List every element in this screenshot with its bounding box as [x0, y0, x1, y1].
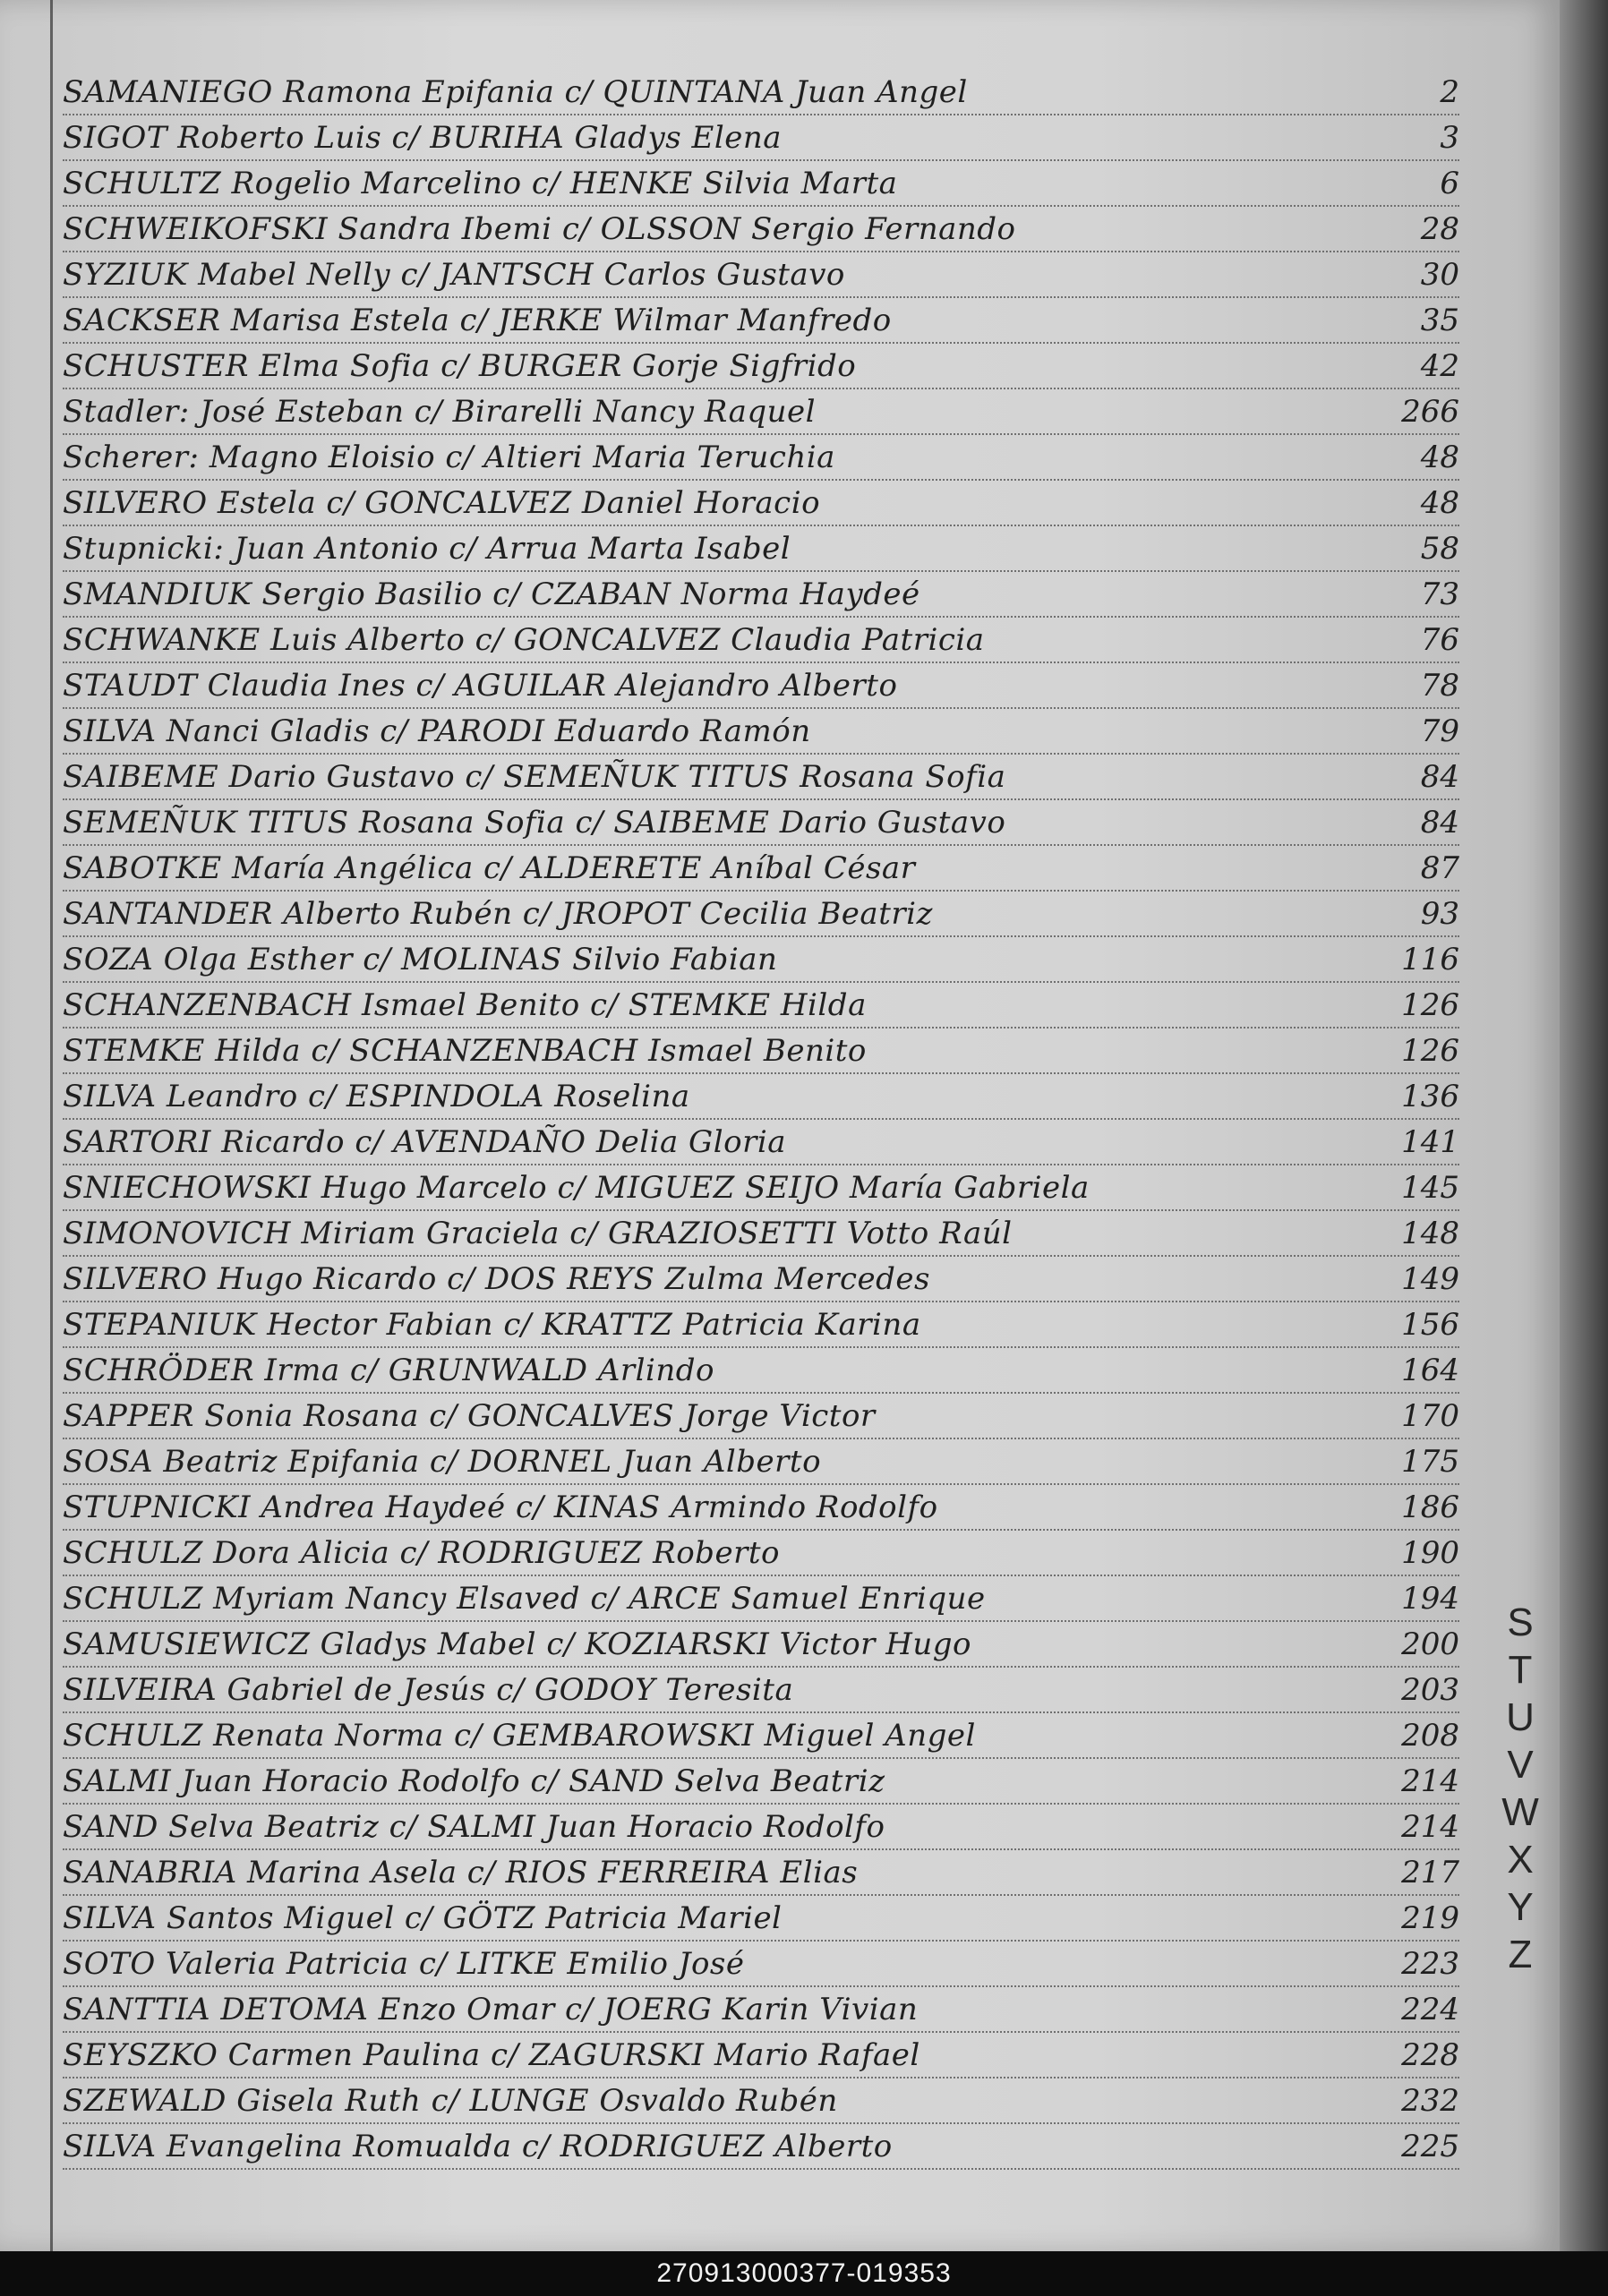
entry-page-number: 84 — [1420, 805, 1459, 841]
entry-names: SOSA Beatriz Epifania c/ DORNEL Juan Alberto — [63, 1444, 822, 1480]
entry-page-number: 58 — [1420, 531, 1459, 567]
index-tab-letter: Y — [1507, 1885, 1534, 1929]
entry-page-number: 219 — [1401, 1900, 1459, 1936]
ledger-entry — [63, 1120, 1459, 1165]
ledger-entry — [63, 298, 1459, 344]
entry-page-number: 136 — [1401, 1079, 1459, 1114]
entry-names: SCHULZ Myriam Nancy Elsaved c/ ARCE Samuel Enrique — [63, 1581, 986, 1617]
entry-names: SAMUSIEWICZ Gladys Mabel c/ KOZIARSKI Victor Hugo — [63, 1626, 972, 1662]
entry-names: SACKSER Marisa Estela c/ JERKE Wilmar Manfredo — [63, 303, 892, 338]
entry-names: SILVEIRA Gabriel de Jesús c/ GODOY Teresita — [63, 1672, 794, 1708]
entry-page-number: 42 — [1420, 348, 1459, 384]
ledger-entry — [63, 526, 1459, 572]
entry-names: SAMANIEGO Ramona Epifania c/ QUINTANA Juan Angel — [63, 74, 968, 110]
entry-page-number: 208 — [1401, 1718, 1459, 1754]
index-tab-letter: U — [1506, 1695, 1535, 1739]
ledger-entry — [63, 1759, 1459, 1805]
index-tab-letter: X — [1507, 1838, 1534, 1882]
entry-names: SCHWANKE Luis Alberto c/ GONCALVEZ Claudia Patricia — [63, 622, 985, 658]
ledger-entry — [63, 1394, 1459, 1439]
ledger-entry — [63, 892, 1459, 937]
entry-names: SOZA Olga Esther c/ MOLINAS Silvio Fabian — [63, 942, 778, 977]
ledger-entry — [63, 1439, 1459, 1485]
entry-names: STUPNICKI Andrea Haydeé c/ KINAS Armindo Rodolfo — [63, 1489, 938, 1525]
ledger-entry — [63, 1942, 1459, 1987]
entry-names: SCHULTZ Rogelio Marcelino c/ HENKE Silvia Marta — [63, 166, 898, 201]
entry-names: SANTANDER Alberto Rubén c/ JROPOT Cecilia Beatriz — [63, 896, 933, 932]
ledger-entry — [63, 1302, 1459, 1348]
entry-names: SIMONOVICH Miriam Graciela c/ GRAZIOSETTI Votto Raúl — [63, 1216, 1013, 1251]
entry-names: SABOTKE María Angélica c/ ALDERETE Aníbal César — [63, 850, 916, 886]
entry-page-number: 214 — [1401, 1763, 1459, 1799]
ledger-entry — [63, 2124, 1459, 2170]
entry-page-number: 266 — [1401, 394, 1459, 430]
entry-page-number: 48 — [1420, 485, 1459, 521]
entry-names: SZEWALD Gisela Ruth c/ LUNGE Osvaldo Rubén — [63, 2083, 838, 2119]
entry-names: SILVERO Estela c/ GONCALVEZ Daniel Horacio — [63, 485, 821, 521]
entry-names: Scherer: Magno Eloisio c/ Altieri Maria Teruchia — [63, 440, 835, 475]
entry-names: Stadler: José Esteban c/ Birarelli Nancy Raquel — [63, 394, 817, 430]
entry-names: Stupnicki: Juan Antonio c/ Arrua Marta Isabel — [63, 531, 791, 567]
entry-page-number: 217 — [1401, 1855, 1459, 1891]
entry-page-number: 149 — [1401, 1261, 1459, 1297]
entry-page-number: 225 — [1401, 2129, 1459, 2164]
entry-page-number: 84 — [1420, 759, 1459, 795]
entry-names: SAPPER Sonia Rosana c/ GONCALVES Jorge Victor — [63, 1398, 876, 1434]
entry-names: STAUDT Claudia Ines c/ AGUILAR Alejandro Alberto — [63, 668, 898, 704]
entry-page-number: 48 — [1420, 440, 1459, 475]
index-tab-letter: S — [1507, 1600, 1534, 1644]
ledger-entry — [63, 207, 1459, 252]
entry-names: SANABRIA Marina Asela c/ RIOS FERREIRA Elias — [63, 1855, 859, 1891]
entry-names: SAND Selva Beatriz c/ SALMI Juan Horacio Rodolfo — [63, 1809, 885, 1845]
entry-names: SCHANZENBACH Ismael Benito c/ STEMKE Hilda — [63, 987, 867, 1023]
entry-page-number: 203 — [1401, 1672, 1459, 1708]
ledger-entry — [63, 115, 1459, 161]
entry-names: SILVA Evangelina Romualda c/ RODRIGUEZ Alberto — [63, 2129, 893, 2164]
ledger-entry — [63, 709, 1459, 755]
entry-names: SCHRÖDER Irma c/ GRUNWALD Arlindo — [63, 1353, 715, 1388]
entry-page-number: 87 — [1420, 850, 1459, 886]
entry-names: SANTTIA DETOMA Enzo Omar c/ JOERG Karin Vivian — [63, 1992, 919, 2027]
entry-names: SNIECHOWSKI Hugo Marcelo c/ MIGUEZ SEIJO María Gabriela — [63, 1170, 1090, 1206]
entry-page-number: 190 — [1401, 1535, 1459, 1571]
ledger-entry — [63, 1348, 1459, 1394]
ledger-entry — [63, 1531, 1459, 1576]
ledger-entry — [63, 800, 1459, 846]
entry-names: SALMI Juan Horacio Rodolfo c/ SAND Selva Beatriz — [63, 1763, 885, 1799]
margin-rule — [50, 0, 53, 2251]
entry-page-number: 93 — [1420, 896, 1459, 932]
ledger-entry — [63, 1576, 1459, 1622]
document-id-footer: 270913000377-019353 — [0, 2251, 1608, 2296]
page-edge — [1560, 0, 1608, 2251]
entry-page-number: 28 — [1420, 211, 1459, 247]
entry-page-number: 228 — [1401, 2037, 1459, 2073]
alphabet-index-tabs — [1493, 1599, 1547, 1978]
entry-names: SILVA Leandro c/ ESPINDOLA Roselina — [63, 1079, 690, 1114]
entry-names: SILVERO Hugo Ricardo c/ DOS REYS Zulma Mercedes — [63, 1261, 930, 1297]
entry-names: SILVA Nanci Gladis c/ PARODI Eduardo Ramón — [63, 713, 811, 749]
entry-page-number: 232 — [1401, 2083, 1459, 2119]
ledger-entry — [63, 1485, 1459, 1531]
ledger-entry — [63, 846, 1459, 892]
index-tab-letter: T — [1508, 1648, 1533, 1692]
ledger-entry — [63, 389, 1459, 435]
entry-page-number: 6 — [1440, 166, 1459, 201]
entry-page-number: 116 — [1401, 942, 1459, 977]
entry-names: SOTO Valeria Patricia c/ LITKE Emilio José — [63, 1946, 745, 1982]
ledger-entry — [63, 618, 1459, 663]
entry-page-number: 73 — [1420, 576, 1459, 612]
entry-page-number: 78 — [1420, 668, 1459, 704]
entry-page-number: 164 — [1401, 1353, 1459, 1388]
entry-page-number: 170 — [1401, 1398, 1459, 1434]
ledger-entry — [63, 937, 1459, 983]
entry-names: SEYSZKO Carmen Paulina c/ ZAGURSKI Mario Rafael — [63, 2037, 920, 2073]
ledger-entry — [63, 1165, 1459, 1211]
ledger-entry-list — [63, 70, 1459, 2170]
entry-page-number: 200 — [1401, 1626, 1459, 1662]
entry-page-number: 2 — [1440, 74, 1459, 110]
entry-names: SILVA Santos Miguel c/ GÖTZ Patricia Mariel — [63, 1900, 783, 1936]
index-tab-letter: Z — [1508, 1933, 1533, 1976]
entry-names: SYZIUK Mabel Nelly c/ JANTSCH Carlos Gustavo — [63, 257, 845, 293]
entry-page-number: 156 — [1401, 1307, 1459, 1343]
ledger-entry — [63, 252, 1459, 298]
ledger-entry — [63, 481, 1459, 526]
entry-page-number: 30 — [1420, 257, 1459, 293]
entry-names: STEMKE Hilda c/ SCHANZENBACH Ismael Benito — [63, 1033, 867, 1069]
entry-page-number: 175 — [1401, 1444, 1459, 1480]
ledger-entry — [63, 755, 1459, 800]
ledger-entry — [63, 1987, 1459, 2033]
ledger-entry — [63, 1029, 1459, 1074]
ledger-entry — [63, 1896, 1459, 1942]
ledger-entry — [63, 1211, 1459, 1257]
ledger-entry — [63, 435, 1459, 481]
entry-page-number: 76 — [1420, 622, 1459, 658]
ledger-entry — [63, 1805, 1459, 1850]
entry-page-number: 79 — [1420, 713, 1459, 749]
entry-names: SCHUSTER Elma Sofia c/ BURGER Gorje Sigfrido — [63, 348, 857, 384]
ledger-entry — [63, 1713, 1459, 1759]
ledger-entry — [63, 663, 1459, 709]
ledger-entry — [63, 161, 1459, 207]
ledger-entry — [63, 1850, 1459, 1896]
entry-names: SEMEÑUK TITUS Rosana Sofia c/ SAIBEME Dario Gustavo — [63, 805, 1006, 841]
entry-names: SMANDIUK Sergio Basilio c/ CZABAN Norma Haydeé — [63, 576, 920, 612]
ledger-entry — [63, 1668, 1459, 1713]
index-tab-letter: V — [1507, 1743, 1534, 1787]
entry-names: SARTORI Ricardo c/ AVENDAÑO Delia Gloria — [63, 1124, 786, 1160]
ledger-entry — [63, 344, 1459, 389]
entry-names: SCHWEIKOFSKI Sandra Ibemi c/ OLSSON Sergio Fernando — [63, 211, 1016, 247]
entry-page-number: 145 — [1401, 1170, 1459, 1206]
ledger-entry — [63, 70, 1459, 115]
entry-page-number: 214 — [1401, 1809, 1459, 1845]
ledger-entry — [63, 2033, 1459, 2078]
ledger-entry — [63, 572, 1459, 618]
ledger-entry — [63, 1622, 1459, 1668]
ledger-entry — [63, 2078, 1459, 2124]
entry-page-number: 126 — [1401, 987, 1459, 1023]
entry-names: STEPANIUK Hector Fabian c/ KRATTZ Patricia Karina — [63, 1307, 921, 1343]
entry-page-number: 3 — [1440, 120, 1459, 156]
entry-page-number: 35 — [1420, 303, 1459, 338]
entry-names: SIGOT Roberto Luis c/ BURIHA Gladys Elena — [63, 120, 782, 156]
entry-names: SCHULZ Renata Norma c/ GEMBAROWSKI Miguel Angel — [63, 1718, 976, 1754]
entry-page-number: 126 — [1401, 1033, 1459, 1069]
entry-page-number: 194 — [1401, 1581, 1459, 1617]
entry-page-number: 141 — [1401, 1124, 1459, 1160]
ledger-entry — [63, 1257, 1459, 1302]
entry-page-number: 148 — [1401, 1216, 1459, 1251]
entry-names: SCHULZ Dora Alicia c/ RODRIGUEZ Roberto — [63, 1535, 780, 1571]
entry-names: SAIBEME Dario Gustavo c/ SEMEÑUK TITUS Rosana Sofia — [63, 759, 1006, 795]
ledger-entry — [63, 983, 1459, 1029]
entry-page-number: 224 — [1401, 1992, 1459, 2027]
entry-page-number: 223 — [1401, 1946, 1459, 1982]
ledger-entry — [63, 1074, 1459, 1120]
entry-page-number: 186 — [1401, 1489, 1459, 1525]
index-tab-letter: W — [1501, 1790, 1539, 1834]
